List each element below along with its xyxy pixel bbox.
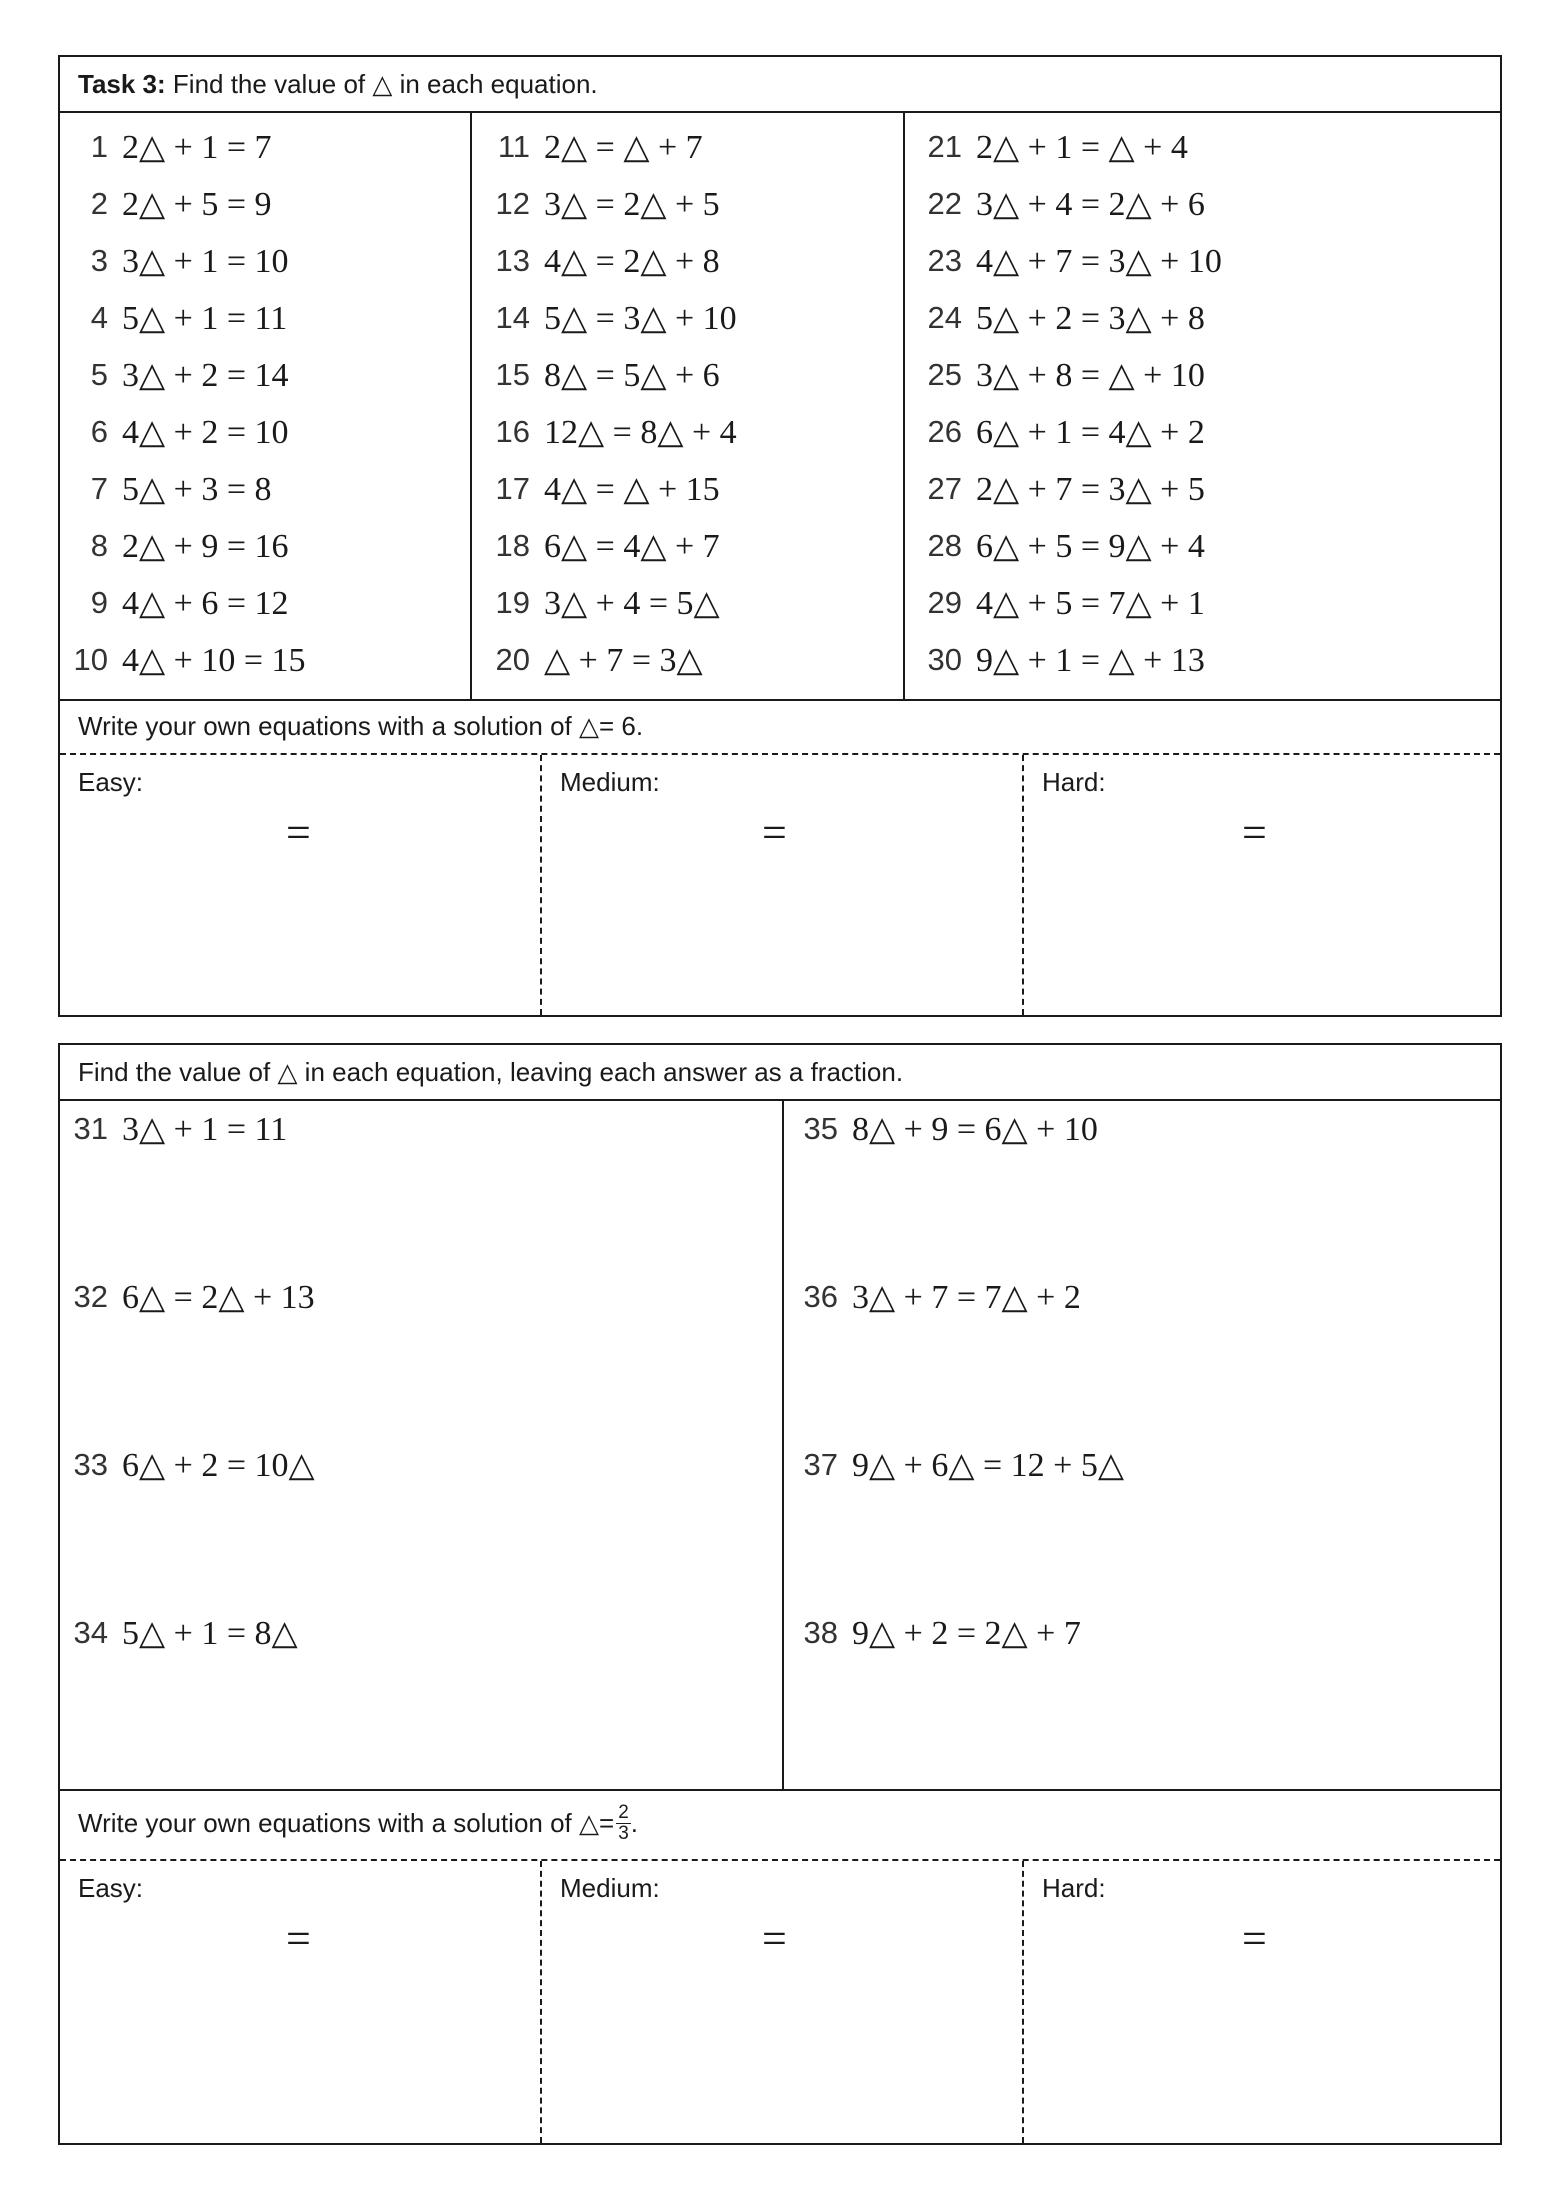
question-equation: 8△ + 9 = 6△ + 10 xyxy=(852,1111,1098,1148)
question-item xyxy=(64,184,272,224)
question-equation: 4△ + 6 = 12 xyxy=(122,585,289,622)
fractions-hard-equals: = xyxy=(1242,1914,1267,1963)
task3-box xyxy=(58,55,1502,1017)
question-item xyxy=(918,127,1188,167)
question-equation: 5△ + 3 = 8 xyxy=(122,471,272,508)
question-equation: 4△ = △ + 15 xyxy=(544,471,720,508)
question-item xyxy=(918,526,1205,566)
question-equation: 4△ + 7 = 3△ + 10 xyxy=(976,243,1222,280)
question-equation: 9△ + 1 = △ + 13 xyxy=(976,642,1205,679)
question-equation: 3△ + 2 = 14 xyxy=(122,357,289,394)
question-number: 7 xyxy=(90,471,108,506)
question-number: 29 xyxy=(927,585,962,620)
question-number: 12 xyxy=(495,186,530,221)
question-equation: 12△ = 8△ + 4 xyxy=(544,414,737,451)
question-item xyxy=(64,583,289,623)
fractions-easy-label: Easy: xyxy=(78,1873,144,1903)
task3-col-divider-2 xyxy=(903,113,905,701)
question-item xyxy=(796,1109,1098,1149)
task3-hard-equals: = xyxy=(1242,808,1267,857)
question-item xyxy=(64,412,289,452)
question-number: 25 xyxy=(927,357,962,392)
question-equation: 3△ + 7 = 7△ + 2 xyxy=(852,1279,1081,1316)
question-equation: 6△ = 4△ + 7 xyxy=(544,528,720,565)
question-item xyxy=(918,241,1222,281)
fractions-own-prompt-text: Write your own equations with a solution of △= xyxy=(78,1808,615,1838)
fraction-two-thirds xyxy=(616,1803,631,1844)
task3-own-divider-v1 xyxy=(540,755,542,1015)
question-item xyxy=(64,127,272,167)
question-equation: 3△ = 2△ + 5 xyxy=(544,186,720,223)
question-item xyxy=(918,184,1205,224)
fractions-medium-equals: = xyxy=(762,1914,787,1963)
question-number: 15 xyxy=(495,357,530,392)
question-equation: 6△ + 5 = 9△ + 4 xyxy=(976,528,1205,565)
fractions-col-divider xyxy=(782,1101,784,1791)
question-item xyxy=(918,298,1205,338)
question-number: 18 xyxy=(495,528,530,563)
task3-title-bold: Task 3: xyxy=(78,68,166,99)
question-item xyxy=(918,640,1205,680)
task3-medium-label: Medium: xyxy=(560,767,660,797)
question-number: 11 xyxy=(497,129,530,164)
task3-title-text: Find the value of △ in each equation. xyxy=(165,68,598,99)
question-equation: 3△ + 4 = 2△ + 6 xyxy=(976,186,1205,223)
question-item xyxy=(66,1277,315,1317)
task3-own-divider xyxy=(60,753,1500,755)
question-number: 21 xyxy=(927,129,962,164)
question-item xyxy=(918,355,1205,395)
question-equation: 3△ + 4 = 5△ xyxy=(544,585,720,622)
question-equation: 5△ + 1 = 8△ xyxy=(122,1615,298,1652)
question-number: 24 xyxy=(927,300,962,335)
question-number: 36 xyxy=(803,1279,838,1314)
question-number: 19 xyxy=(495,585,530,620)
question-equation: 9△ + 2 = 2△ + 7 xyxy=(852,1615,1081,1652)
task3-hard-label: Hard: xyxy=(1042,767,1106,797)
question-item xyxy=(486,412,737,452)
question-equation: 5△ + 1 = 11 xyxy=(122,300,288,337)
question-equation: 3△ + 1 = 11 xyxy=(122,1111,288,1148)
question-number: 14 xyxy=(495,300,530,335)
question-number: 10 xyxy=(73,642,108,677)
task3-col-divider-1 xyxy=(470,113,472,701)
question-item xyxy=(918,469,1205,509)
question-equation: 8△ = 5△ + 6 xyxy=(544,357,720,394)
question-number: 26 xyxy=(927,414,962,449)
task3-header xyxy=(60,57,1500,113)
question-item xyxy=(486,526,720,566)
question-number: 22 xyxy=(927,186,962,221)
question-item xyxy=(796,1277,1081,1317)
question-item xyxy=(796,1445,1124,1485)
question-item xyxy=(486,184,720,224)
question-number: 4 xyxy=(90,300,108,335)
question-number: 20 xyxy=(495,642,530,677)
question-item xyxy=(66,1445,315,1485)
question-equation: 5△ + 2 = 3△ + 8 xyxy=(976,300,1205,337)
task3-easy-label: Easy: xyxy=(78,767,144,797)
question-item xyxy=(486,583,720,623)
task3-medium-equals: = xyxy=(762,808,787,857)
question-number: 38 xyxy=(803,1615,838,1650)
fractions-own-prompt-end: . xyxy=(630,1808,638,1838)
question-number: 9 xyxy=(90,585,108,620)
fractions-hard-label: Hard: xyxy=(1042,1873,1106,1903)
question-item xyxy=(918,583,1205,623)
question-equation: 6△ + 2 = 10△ xyxy=(122,1447,315,1484)
question-item xyxy=(66,1109,287,1149)
task3-own-divider-v2 xyxy=(1022,755,1024,1015)
question-equation: 2△ + 9 = 16 xyxy=(122,528,289,565)
question-item xyxy=(796,1613,1081,1653)
fractions-box xyxy=(58,1043,1502,2145)
question-number: 34 xyxy=(73,1615,108,1650)
question-item xyxy=(918,412,1205,452)
question-item xyxy=(64,355,289,395)
question-equation: 4△ = 2△ + 8 xyxy=(544,243,720,280)
task3-list-bottom-rule xyxy=(60,699,1500,701)
question-number: 31 xyxy=(73,1111,108,1146)
question-item xyxy=(64,298,287,338)
question-number: 17 xyxy=(495,471,530,506)
fractions-title: Find the value of △ in each equation, leaving each answer as a fraction. xyxy=(78,1056,904,1087)
question-number: 6 xyxy=(90,414,108,449)
question-number: 35 xyxy=(803,1111,838,1146)
question-equation: △ + 7 = 3△ xyxy=(544,642,703,679)
question-number: 32 xyxy=(73,1279,108,1314)
question-equation: 4△ + 5 = 7△ + 1 xyxy=(976,585,1205,622)
fraction-denominator: 3 xyxy=(618,1823,629,1844)
question-equation: 5△ = 3△ + 10 xyxy=(544,300,737,337)
question-number: 16 xyxy=(495,414,530,449)
question-item xyxy=(64,640,306,680)
question-equation: 4△ + 10 = 15 xyxy=(122,642,306,679)
fractions-header xyxy=(60,1045,1500,1101)
fractions-medium-label: Medium: xyxy=(560,1873,660,1903)
fraction-numerator: 2 xyxy=(618,1802,629,1823)
question-number: 28 xyxy=(927,528,962,563)
task3-own-prompt: Write your own equations with a solution of △= 6. xyxy=(78,711,644,741)
question-number: 8 xyxy=(90,528,108,563)
question-item xyxy=(486,640,703,680)
question-equation: 4△ + 2 = 10 xyxy=(122,414,289,451)
question-number: 3 xyxy=(90,243,108,278)
question-item xyxy=(486,241,720,281)
question-equation: 2△ = △ + 7 xyxy=(544,129,703,166)
question-equation: 6△ + 1 = 4△ + 2 xyxy=(976,414,1205,451)
question-equation: 6△ = 2△ + 13 xyxy=(122,1279,315,1316)
question-item xyxy=(486,355,720,395)
question-equation: 2△ + 1 = 7 xyxy=(122,129,272,166)
question-number: 23 xyxy=(927,243,962,278)
fractions-own-divider-v1 xyxy=(540,1861,542,2143)
question-item xyxy=(66,1613,298,1653)
question-number: 13 xyxy=(495,243,530,278)
question-number: 27 xyxy=(927,471,962,506)
question-number: 1 xyxy=(90,129,108,164)
fractions-own-prompt xyxy=(78,1803,638,1844)
question-item xyxy=(486,127,703,167)
fractions-own-divider xyxy=(60,1859,1500,1861)
question-item xyxy=(64,526,289,566)
question-item xyxy=(486,298,737,338)
question-equation: 3△ + 8 = △ + 10 xyxy=(976,357,1205,394)
question-number: 37 xyxy=(803,1447,838,1482)
question-number: 5 xyxy=(90,357,108,392)
fractions-list-bottom-rule xyxy=(60,1789,1500,1791)
question-number: 30 xyxy=(927,642,962,677)
question-number: 33 xyxy=(73,1447,108,1482)
task3-easy-equals: = xyxy=(286,808,311,857)
fractions-own-divider-v2 xyxy=(1022,1861,1024,2143)
fractions-easy-equals: = xyxy=(286,1914,311,1963)
question-number: 2 xyxy=(90,186,108,221)
question-item xyxy=(64,469,272,509)
question-equation: 3△ + 1 = 10 xyxy=(122,243,289,280)
question-equation: 2△ + 5 = 9 xyxy=(122,186,272,223)
question-item xyxy=(486,469,720,509)
question-item xyxy=(64,241,289,281)
question-equation: 9△ + 6△ = 12 + 5△ xyxy=(852,1447,1124,1484)
question-equation: 2△ + 7 = 3△ + 5 xyxy=(976,471,1205,508)
question-equation: 2△ + 1 = △ + 4 xyxy=(976,129,1188,166)
